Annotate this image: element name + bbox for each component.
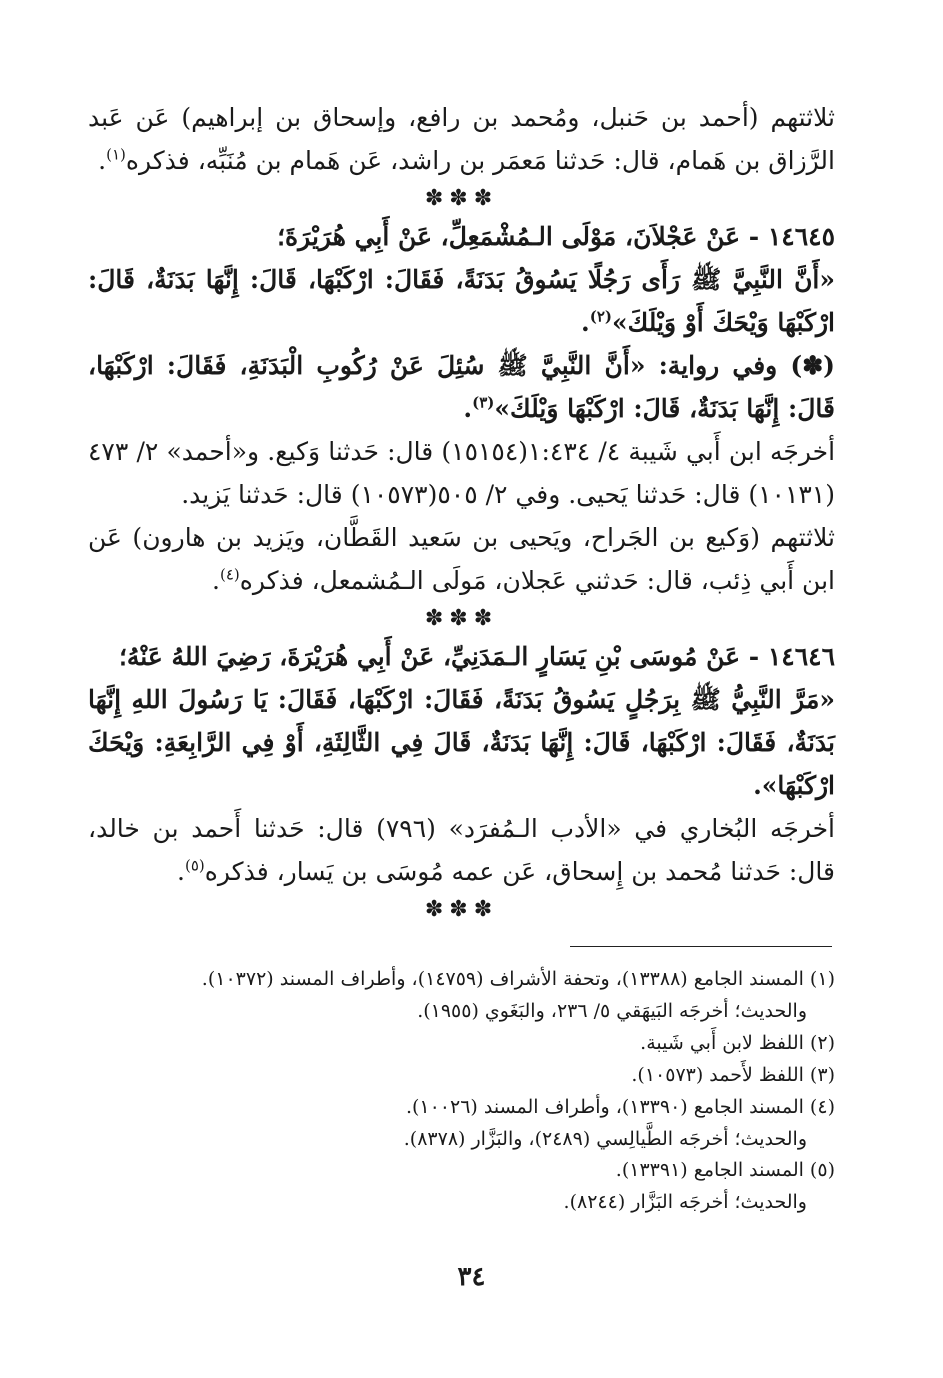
footnote-continuation: والحديث؛ أخرجَه البَزَّار (٨٢٤٤).	[563, 1191, 807, 1214]
section-separator: ✽✽✽	[424, 186, 499, 211]
paragraph: ثلاثتهم (أحمد بن حَنبل، ومُحمد بن رافع، وإسحاق بن إبراهيم) عَن عَبد الرَّزاق بن هَمام، قال: حَدثنا مَعمَر بن راشد، عَن هَمام بن مُنَبِّه، فذكره$^{(١)}$.	[88, 103, 836, 175]
page-number: ٣٤	[457, 1262, 486, 1292]
takhrij-paragraph: أخرجَه ابن أَبي شَيبة ٤/ ١:٤٣٤(١٥١٥٤) قال: حَدثنا وَكيع. و«أحمد» ٢/ ٤٧٣ (١٠١٣١) قال: حَدثنا يَحيى. وفي ٢/ ٥٠٥(١٠٥٧٣) قال: حَدثنا يَزيد.	[88, 437, 836, 509]
hadith-heading: ١٤٦٤٦ - عَنْ مُوسَى بْنِ يَسَارٍ الـمَدَنِيِّ، عَنْ أَبِي هُرَيْرَةَ، رَضِيَ اللهُ عَنْهُ؛	[118, 642, 835, 671]
footnote-ref: (٣)	[472, 393, 495, 412]
hadith-text: «مَرَّ النَّبِيُّ ﷺ بِرَجُلٍ يَسُوقُ بَدَنَةً، فَقَالَ: ارْكَبْهَا، فَقَالَ: يَا رَسُولَ اللهِ إِنَّهَا بَدَنَةٌ، فَقَالَ: ارْكَبْهَا، قَالَ: إِنَّهَا بَدَنَةٌ، قَالَ فِي الثَّالِثَةِ، أَوْ فِي الرَّابِعَةِ: وَيْحَكَ ارْكَبْهَا».	[88, 685, 835, 800]
hadith-variant: (✽) وفي رواية: «أَنَّ النَّبِيَّ ﷺ سُئِلَ عَنْ رُكُوبِ الْبَدَنَةِ، فَقَالَ: ارْكَبْهَا، قَالَ: إِنَّهَا بَدَنَةٌ، قَالَ: ارْكَبْهَا وَيْلَكَ»$^{(٣)}$.	[88, 351, 835, 423]
footnote-ref: (٢)	[589, 307, 613, 326]
footnote: (١) المسند الجامع (١٣٣٨٨)، وتحفة الأشراف (١٤٧٥٩)، وأطراف المسند (١٠٣٧٢).	[201, 968, 835, 990]
footnote-continuation: والحديث؛ أخرجَه الطَّيالِسي (٢٤٨٩)، والبَزَّار (٨٣٧٨).	[403, 1127, 807, 1150]
footnote: (٣) اللفظ لأَحمد (١٠٥٧٣).	[631, 1063, 835, 1086]
takhrij-paragraph: أخرجَه البُخاري في «الأدب الـمُفرَد» (٧٩٦) قال: حَدثنا أَحمد بن خالد، قال: حَدثنا مُحمد بن إِسحاق، عَن عمه مُوسَى بن يَسار، فذكره$^{(٥)}$.	[88, 814, 835, 886]
section-separator: ✽✽✽	[424, 606, 499, 631]
footnote-divider	[570, 946, 832, 947]
footnote: (٥) المسند الجامع (١٣٣٩١).	[615, 1159, 835, 1182]
footnote-ref: (٥)	[185, 856, 205, 875]
takhrij-paragraph: ثلاثتهم (وَكيع بن الجَراح، ويَحيى بن سَعيد القَطَّان، ويَزيد بن هارون) عَن ابن أَبي ذِئب، قال: حَدثني عَجلان، مَولَى الـمُشمعل، فذكره$^{(٤)}$.	[88, 523, 835, 595]
hadith-heading: ١٤٦٤٥ - عَنْ عَجْلاَنَ، مَوْلَى الـمُشْمَعِلِّ، عَنْ أَبِي هُرَيْرَةَ؛	[277, 222, 835, 251]
section-separator: ✽✽✽	[424, 897, 499, 922]
footnote: (٢) اللفظ لابن أَبي شَيبة.	[640, 1031, 835, 1054]
hadith-text: «أَنَّ النَّبِيَّ ﷺ رَأَى رَجُلًا يَسُوقُ بَدَنَةً، فَقَالَ: ارْكَبْهَا، قَالَ: إِنَّهَا بَدَنَةٌ، قَالَ: ارْكَبْهَا وَيْحَكَ أَوْ وَيْلَكَ»$^{(٢)}$.	[88, 265, 835, 337]
footnote-ref: (٤)	[220, 565, 240, 584]
main-text	[88, 96, 835, 926]
footnotes	[88, 964, 835, 1219]
footnote-ref: (١)	[106, 145, 126, 164]
footnote: (٤) المسند الجامع (١٣٣٩٠)، وأطراف المسند (١٠٠٢٦).	[405, 1095, 835, 1118]
footnote-continuation: والحديث؛ أخرجَه البَيهَقي ٥/ ٢٣٦، والبَغَوي (١٩٥٥).	[417, 999, 807, 1022]
